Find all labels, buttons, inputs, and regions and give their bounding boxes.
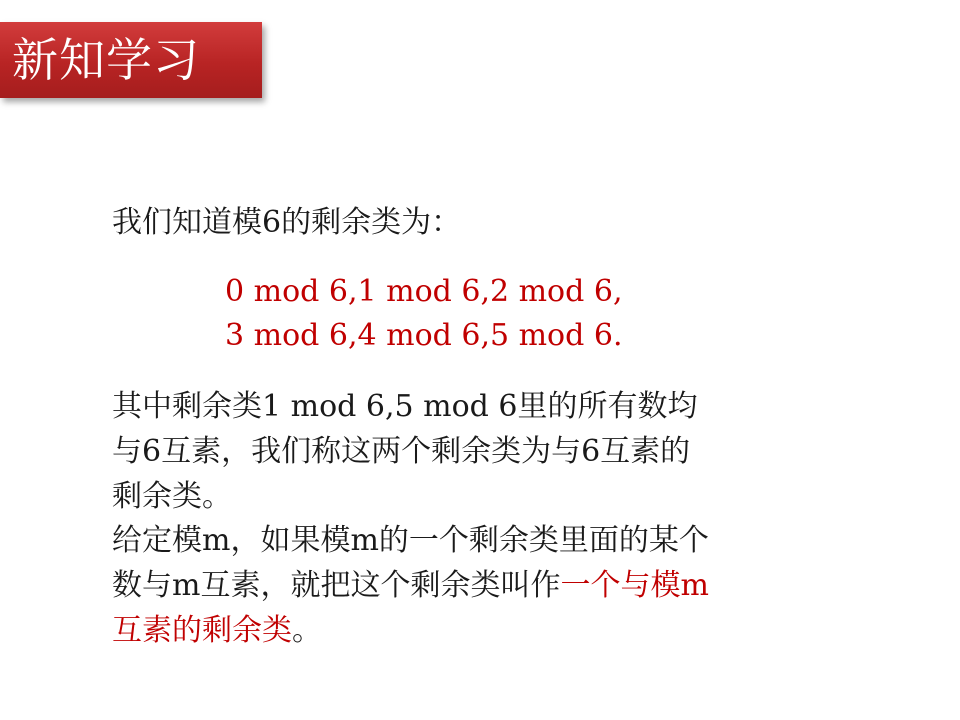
definition-text: 数与m互素，就把这个剩余类叫作 [112,568,561,603]
title-banner [0,22,262,98]
paragraph-line-mixed [112,608,709,653]
paragraph-line: 其中剩余类1 mod 6,5 mod 6里的所有数均 [112,389,698,424]
paragraph-line: 与6互素，我们称这两个剩余类为与6互素的 [112,434,691,469]
sentence-end: 。 [292,613,322,648]
paragraph-line: 剩余类。 [112,479,232,514]
highlighted-term: 一个与模m [560,568,709,603]
paragraph-line: 给定模m，如果模m的一个剩余类里面的某个 [112,523,709,558]
paragraph-line-mixed [112,563,709,608]
paragraph-coprime-example [112,384,697,519]
highlighted-term: 互素的剩余类 [112,613,292,648]
section-title: 新知学习 [12,33,200,87]
paragraph-definition [112,518,709,653]
residue-classes-line-2: 3 mod 6,4 mod 6,5 mod 6. [225,318,623,353]
residue-classes-line-1: 0 mod 6,1 mod 6,2 mod 6, [225,274,623,309]
intro-text: 我们知道模6的剩余类为： [112,205,462,240]
